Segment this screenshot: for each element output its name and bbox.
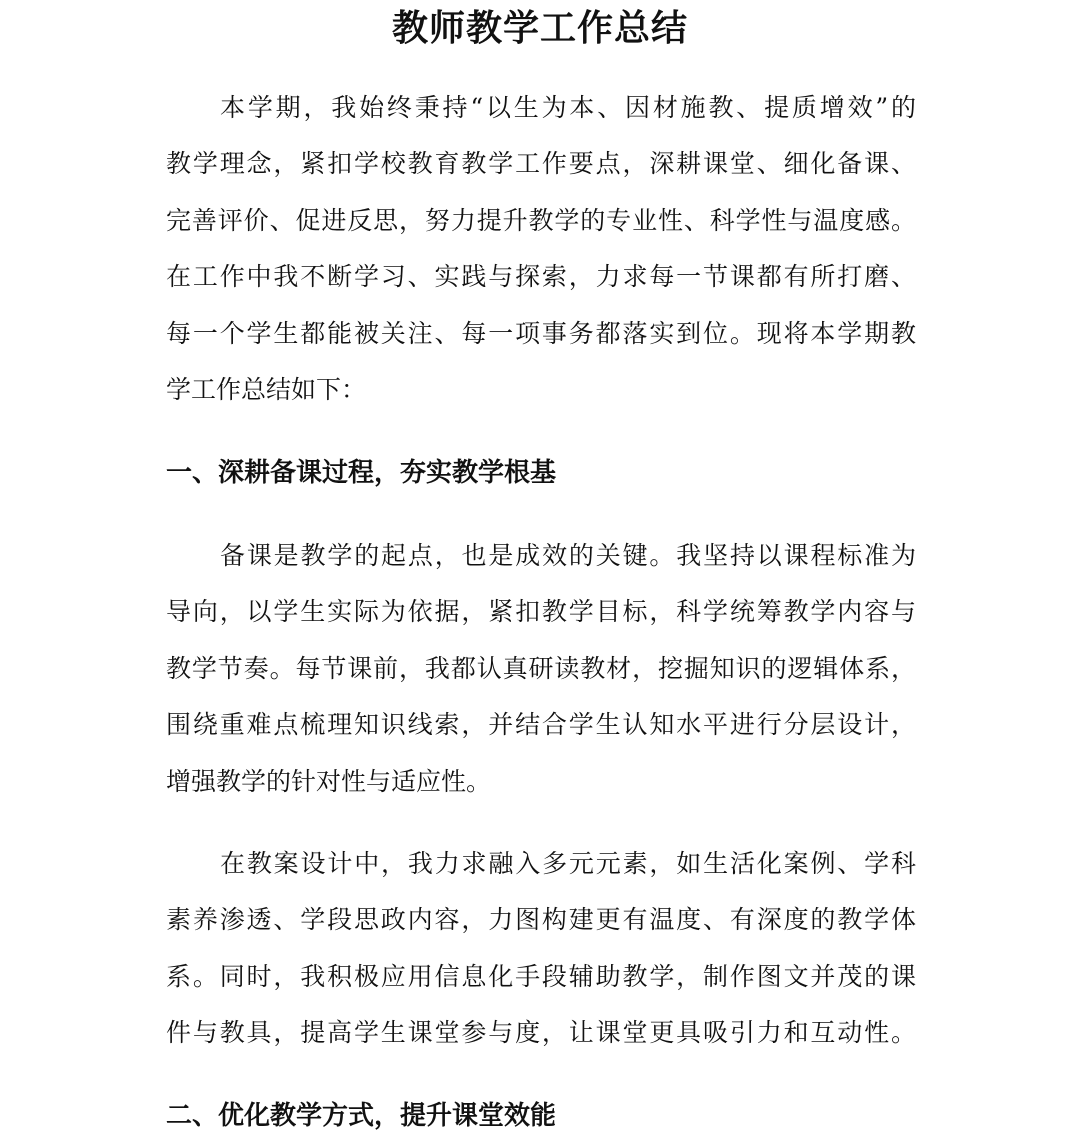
intro-line: 学工作总结如下： <box>166 375 367 404</box>
section1-para1-line: 围绕重难点梳理知识线索，并结合学生认知水平进行分层设计， <box>166 710 916 739</box>
intro-line: 本学期，我始终秉持“以生为本、因材施教、提质增效”的 <box>220 93 916 122</box>
document-title: 教师教学工作总结 <box>391 7 688 49</box>
section1-para2-line: 在教案设计中，我力求融入多元元素，如生活化案例、学科 <box>220 849 916 878</box>
section1-para1-line: 教学节奏。每节课前，我都认真研读教材，挖掘知识的逻辑体系， <box>166 654 916 683</box>
intro-line: 教学理念，紧扣学校教育教学工作要点，深耕课堂、细化备课、 <box>166 149 916 178</box>
section1-para1-line: 增强教学的针对性与适应性。 <box>166 767 492 796</box>
section1-para1-line: 备课是教学的起点，也是成效的关键。我坚持以课程标准为 <box>220 541 916 570</box>
section-heading-1: 一、深耕备课过程，夯实教学根基 <box>166 458 557 488</box>
section1-para2-line: 素养渗透、学段思政内容，力图构建更有温度、有深度的教学体 <box>166 905 916 934</box>
section1-para2-line: 系。同时，我积极应用信息化手段辅助教学，制作图文并茂的课 <box>166 962 916 991</box>
section-heading-2: 二、优化教学方式，提升课堂效能 <box>166 1101 557 1131</box>
intro-line: 每一个学生都能被关注、每一项事务都落实到位。现将本学期教 <box>166 319 916 348</box>
section1-para1-line: 导向，以学生实际为依据，紧扣教学目标，科学统筹教学内容与 <box>166 597 916 626</box>
intro-line: 在工作中我不断学习、实践与探索，力求每一节课都有所打磨、 <box>166 262 916 291</box>
section1-para2-line: 件与教具，提高学生课堂参与度，让课堂更具吸引力和互动性。 <box>166 1018 916 1047</box>
intro-line: 完善评价、促进反思，努力提升教学的专业性、科学性与温度感。 <box>166 206 916 235</box>
